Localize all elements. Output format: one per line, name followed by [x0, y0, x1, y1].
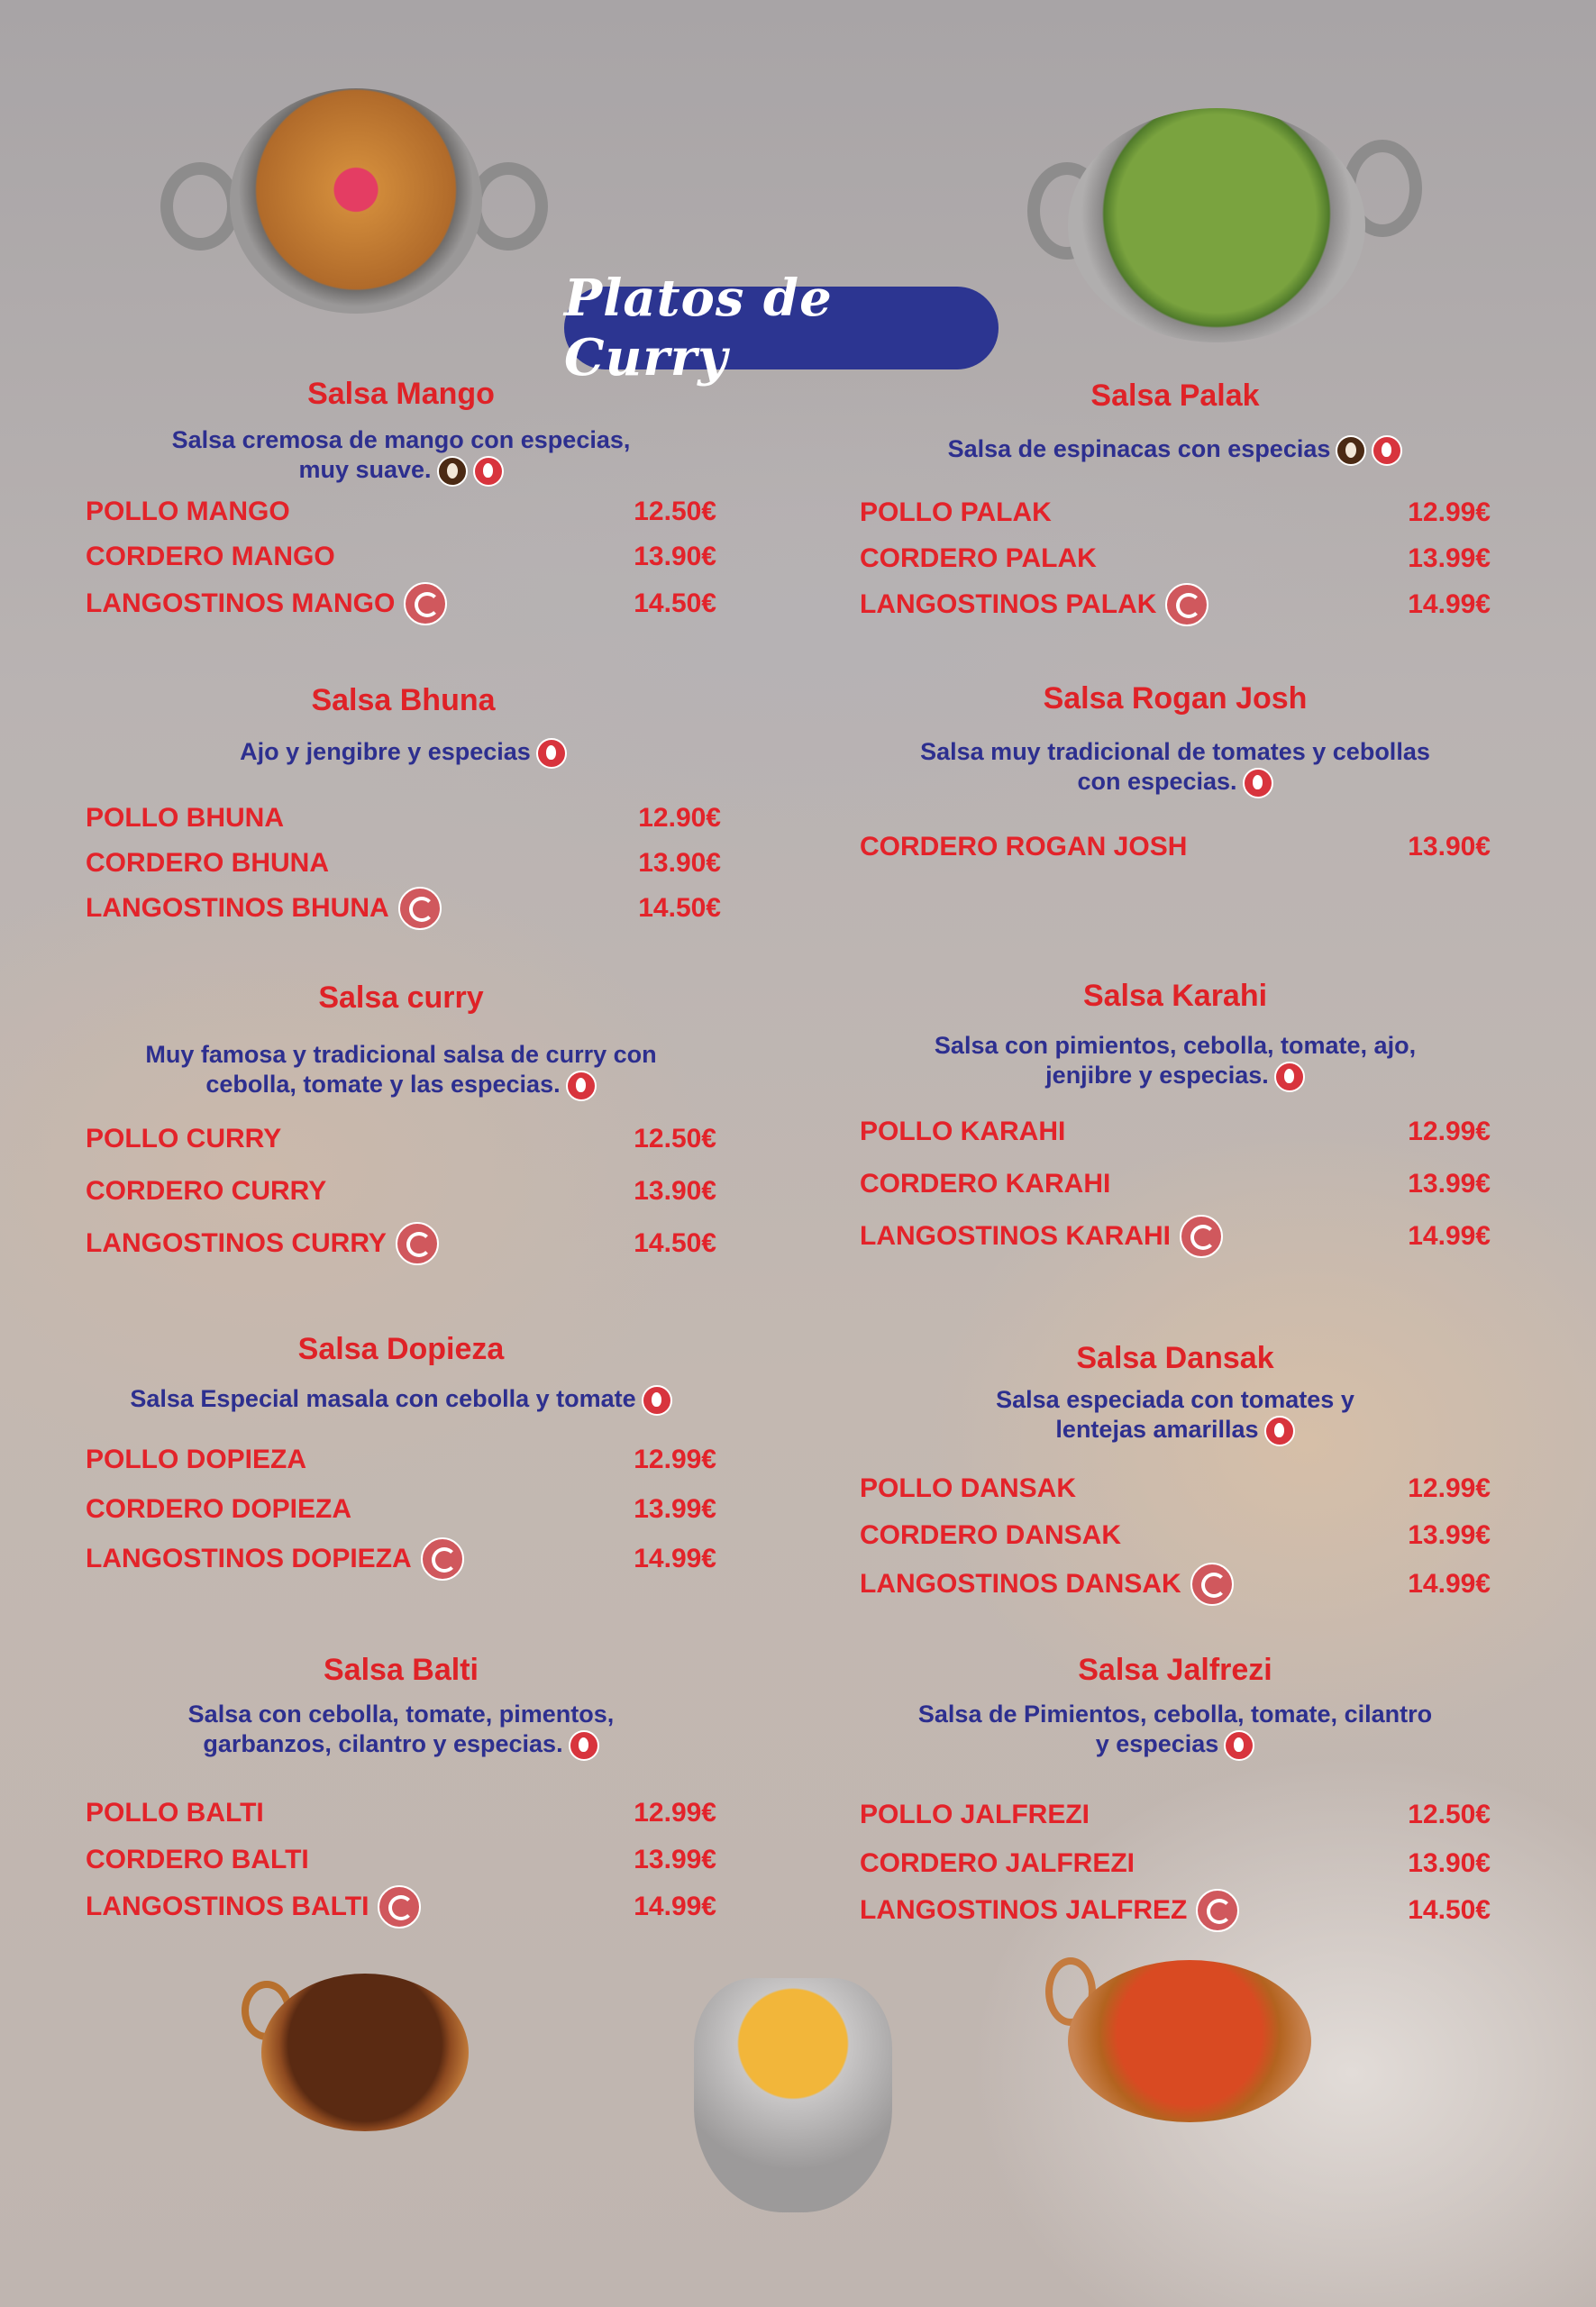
section-description	[86, 1700, 716, 1761]
description-text: Muy famosa y tradicional salsa de curry con	[145, 1041, 657, 1068]
menu-item-name-text: POLLO BHUNA	[86, 803, 284, 833]
description-text: garbanzos, cilantro y especias.	[203, 1730, 563, 1757]
description-text: Salsa Especial masala con cebolla y tomate	[130, 1385, 636, 1412]
description-line	[860, 1700, 1491, 1729]
menu-item-name	[86, 1885, 634, 1929]
menu-item-name-text: LANGOSTINOS DANSAK	[860, 1569, 1181, 1599]
menu-item-price: 14.99€	[1408, 1221, 1491, 1251]
menu-item-name-text: POLLO DOPIEZA	[86, 1445, 307, 1474]
description-line	[860, 1729, 1491, 1761]
description-text: muy suave.	[298, 456, 432, 483]
description-text: cebolla, tomate y las especias.	[205, 1071, 561, 1098]
description-line	[86, 1729, 716, 1761]
menu-item-price: 12.99€	[1408, 1473, 1491, 1503]
description-text: jenjibre y especias.	[1045, 1062, 1269, 1089]
section-title: Salsa Karahi	[1082, 979, 1268, 1013]
menu-item-name	[860, 1848, 1408, 1879]
description-text: Salsa cremosa de mango con especias,	[171, 426, 631, 453]
menu-item-name-text: LANGOSTINOS CURRY	[86, 1228, 387, 1258]
shrimp-icon	[1196, 1889, 1239, 1932]
menu-item-price: 12.50€	[1408, 1800, 1491, 1829]
menu-item-name-text: POLLO JALFREZI	[860, 1800, 1090, 1829]
spicy-icon	[1224, 1730, 1254, 1761]
menu-item-name	[86, 1798, 634, 1828]
menu-item-price: 13.90€	[1408, 1848, 1491, 1878]
menu-item-price: 14.99€	[634, 1892, 716, 1921]
menu-item-name-text: POLLO PALAK	[860, 497, 1052, 527]
menu-item-name-text: CORDERO DANSAK	[860, 1520, 1122, 1550]
menu-item-price: 12.50€	[634, 1124, 716, 1154]
section-title: Salsa curry	[318, 980, 484, 1015]
menu-item-name-text: CORDERO BHUNA	[86, 848, 329, 878]
menu-item-price: 12.50€	[634, 497, 716, 526]
description-text: Ajo y jengibre y especias	[240, 738, 531, 765]
menu-item-price: 13.99€	[1408, 1169, 1491, 1199]
menu-item-price: 14.50€	[634, 588, 716, 618]
menu-item-name-text: LANGOSTINOS DOPIEZA	[86, 1544, 412, 1573]
menu-item-name-text: LANGOSTINOS BALTI	[86, 1892, 369, 1921]
menu-item-name-text: LANGOSTINOS MANGO	[86, 588, 396, 618]
menu-item	[860, 1892, 1491, 1929]
menu-section	[860, 0, 1491, 2307]
menu-item-price: 14.50€	[638, 893, 721, 923]
menu-item-name-text: LANGOSTINOS JALFREZ	[860, 1895, 1188, 1925]
menu-item-price: 13.90€	[638, 848, 721, 878]
section-title: Salsa Dopieza	[297, 1332, 505, 1366]
menu-item-price: 13.99€	[1408, 543, 1491, 573]
menu-item-price: 13.99€	[634, 1494, 716, 1524]
section-title: Salsa Balti	[324, 1653, 479, 1687]
section-title: Salsa Rogan Josh	[1043, 681, 1308, 716]
menu-item-price: 14.50€	[1408, 1895, 1491, 1925]
menu-item-name-text: POLLO MANGO	[86, 497, 290, 526]
page-title: Platos de Curry	[564, 287, 999, 369]
menu-item-price: 12.90€	[638, 803, 721, 833]
menu-item-price: 13.90€	[634, 542, 716, 571]
menu-item-price: 14.99€	[1408, 589, 1491, 619]
menu-item	[860, 1797, 1491, 1833]
section-title: Salsa Palak	[1090, 378, 1260, 413]
menu-item-name-text: CORDERO BALTI	[86, 1845, 309, 1874]
menu-item-name-text: CORDERO KARAHI	[860, 1169, 1111, 1199]
menu-item-name-text: POLLO BALTI	[86, 1798, 264, 1828]
description-text: Salsa con cebolla, tomate, pimentos,	[187, 1701, 615, 1728]
menu-item-price: 14.99€	[634, 1544, 716, 1573]
section-title: Salsa Mango	[307, 377, 495, 411]
menu-item-price: 12.99€	[1408, 1117, 1491, 1146]
menu-item-name-text: CORDERO PALAK	[860, 543, 1097, 573]
section-title: Salsa Dansak	[1076, 1341, 1274, 1375]
menu-item-name-text: POLLO CURRY	[86, 1124, 282, 1154]
menu-item-name-text: CORDERO JALFREZI	[860, 1848, 1135, 1878]
menu-item-price: 13.90€	[634, 1176, 716, 1206]
menu-item-price: 14.99€	[1408, 1569, 1491, 1599]
description-text: Salsa con pimientos, cebolla, tomate, ajo,	[934, 1032, 1417, 1059]
menu-item-name-text: CORDERO MANGO	[86, 542, 335, 571]
description-text: con especias.	[1077, 768, 1237, 795]
description-text: Salsa muy tradicional de tomates y cebollas	[920, 738, 1430, 765]
description-line	[86, 1700, 716, 1729]
menu-item-name-text: CORDERO CURRY	[86, 1176, 327, 1206]
menu-item-name-text: LANGOSTINOS KARAHI	[860, 1221, 1171, 1251]
description-text: Salsa de Pimientos, cebolla, tomate, cilantro	[917, 1701, 1433, 1728]
menu-item-name-text: POLLO KARAHI	[860, 1117, 1066, 1146]
description-text: lentejas amarillas	[1055, 1416, 1259, 1443]
description-text: Salsa especiada con tomates y	[996, 1386, 1354, 1413]
menu-item-price: 13.99€	[634, 1845, 716, 1874]
description-text: Salsa de espinacas con especias	[947, 435, 1331, 462]
menu-item-price: 12.99€	[634, 1445, 716, 1474]
menu-item-name	[86, 1845, 634, 1875]
menu-item	[860, 1846, 1491, 1882]
section-description	[860, 1700, 1491, 1761]
menu-item-price: 13.99€	[1408, 1520, 1491, 1550]
menu-item-name-text: CORDERO DOPIEZA	[86, 1494, 352, 1524]
description-text: y especias	[1095, 1730, 1219, 1757]
shrimp-icon	[378, 1885, 421, 1929]
menu-item-name	[860, 1800, 1408, 1830]
menu-item-price: 12.99€	[1408, 497, 1491, 527]
menu-item-name-text: LANGOSTINOS BHUNA	[86, 893, 389, 923]
menu-item-name-text: CORDERO ROGAN JOSH	[860, 832, 1188, 862]
menu-item-name	[860, 1889, 1408, 1932]
menu-item	[86, 1795, 716, 1831]
menu-item-name-text: POLLO DANSAK	[860, 1473, 1076, 1503]
menu-item-name-text: LANGOSTINOS PALAK	[860, 589, 1157, 619]
section-title: Salsa Jalfrezi	[1078, 1653, 1272, 1687]
menu-item-price: 14.50€	[634, 1228, 716, 1258]
spicy-icon	[569, 1730, 599, 1761]
section-title: Salsa Bhuna	[311, 683, 496, 717]
menu-item-price: 13.90€	[1408, 832, 1491, 862]
menu-section	[86, 0, 716, 2307]
menu-item-price: 12.99€	[634, 1798, 716, 1828]
menu-item	[86, 1889, 716, 1925]
menu-item	[86, 1842, 716, 1878]
